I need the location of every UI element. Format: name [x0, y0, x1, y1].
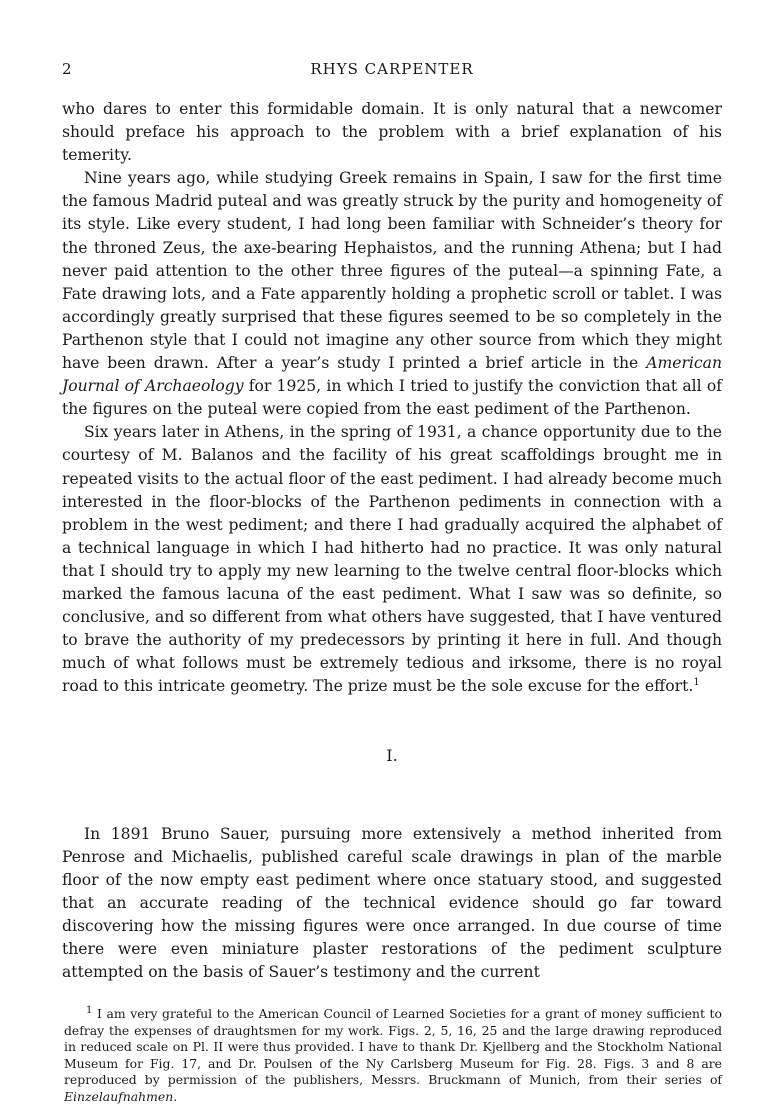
- footnote: [64, 1006, 722, 1105]
- page-number: 2: [62, 60, 73, 78]
- paragraph-madrid-puteal: [62, 167, 722, 421]
- section-heading: I.: [386, 746, 398, 766]
- footnote-end: .: [173, 1088, 178, 1104]
- paragraph-text: for 1925, in which I tried to justify the conviction that all of the figures on the puteal were copied from the east pediment of the Parthenon.: [62, 377, 722, 419]
- footnote-series-title: Einzelaufnahmen: [64, 1088, 174, 1104]
- footnote-text: I am very grateful to the American Council of Learned Societies for a grant of money sufficient to defray the expenses of draughtsmen for my work. Figs. 2, 5, 16, 25 and the large drawing reproduced in reduced scale on Pl. II were thus provided. I have to thank Dr. Kjellberg and the Stockholm National Museum for Fig. 17, and Dr. Poulsen of the Ny Carlsberg Museum for Fig. 28. Figs. 3 and 8 are reproduced by permission of the publishers, Messrs. Bruckmann of Munich, from their series of: [64, 1006, 722, 1088]
- footnotes: [62, 1006, 722, 1105]
- journal-title: American Journal of Archaeology: [62, 354, 722, 396]
- paragraph-text: Nine years ago, while studying Greek remains in Spain, I saw for the first time the famous Madrid puteal and was greatly struck by the purity and homogeneity of its style. Like every student, I had long been familiar with Schneider’s theory for the throned Zeus, the axe-bearing Hephaistos, and the running Athena; but I had never paid attention to the other three figures of the puteal—a spinning Fate, a Fate drawing lots, and a Fate apparently holding a prophetic scroll or tablet. I was accordingly greatly surprised that these figures seemed to be so completely in the Parthenon style that I could not imagine any other source from which they might have been drawn. After a year’s study I printed a brief article in the: [62, 169, 722, 373]
- paragraph-section-one: [62, 823, 722, 985]
- paragraph-continuation: [62, 98, 722, 167]
- footnote-reference: 1: [693, 677, 700, 689]
- running-head: [62, 60, 722, 84]
- body-text: [62, 98, 722, 984]
- paragraph-text: In 1891 Bruno Sauer, pursuing more extensively a method inherited from Penrose and Michaelis, published careful scale drawings in plan of the marble floor of the now empty east pediment where once statuary stood, and suggested that an accurate reading of the technical evidence should go far toward discovering how the missing figures were once arranged. In due course of time there were even miniature plaster restorations of the pediment sculpture attempted on the basis of Sauer’s testimony and the current: [62, 824, 722, 982]
- footnote-marker: 1: [86, 1005, 93, 1017]
- running-title: RHYS CARPENTER: [310, 60, 474, 78]
- paragraph-athens-visit: [62, 421, 722, 698]
- paragraph-text: who dares to enter this formidable domain. It is only natural that a newcomer should preface his approach to the problem with a brief explanation of his temerity.: [62, 100, 722, 165]
- document-page: [62, 60, 722, 1105]
- paragraph-text: Six years later in Athens, in the spring of 1931, a chance opportunity due to the courtesy of M. Balanos and the facility of his great scaffoldings brought me in repeated visits to the actual floor of the east pediment. I had already become much interested in the floor-blocks of the Parthenon pediments in connection with a problem in the west pediment; and there I had gradually acquired the alphabet of a technical language in which I had hitherto had no practice. It was only natural that I should try to apply my new learning to the twelve central floor-blocks which marked the famous lacuna of the east pediment. What I saw was so definite, so conclusive, and so different from what others have suggested, that I have ventured to brave the authority of my predecessors by printing it here in full. And though much of what follows must be extremely tedious and irksome, there is no royal road to this intricate geometry. The prize must be the sole excuse for the effort.: [62, 423, 723, 696]
